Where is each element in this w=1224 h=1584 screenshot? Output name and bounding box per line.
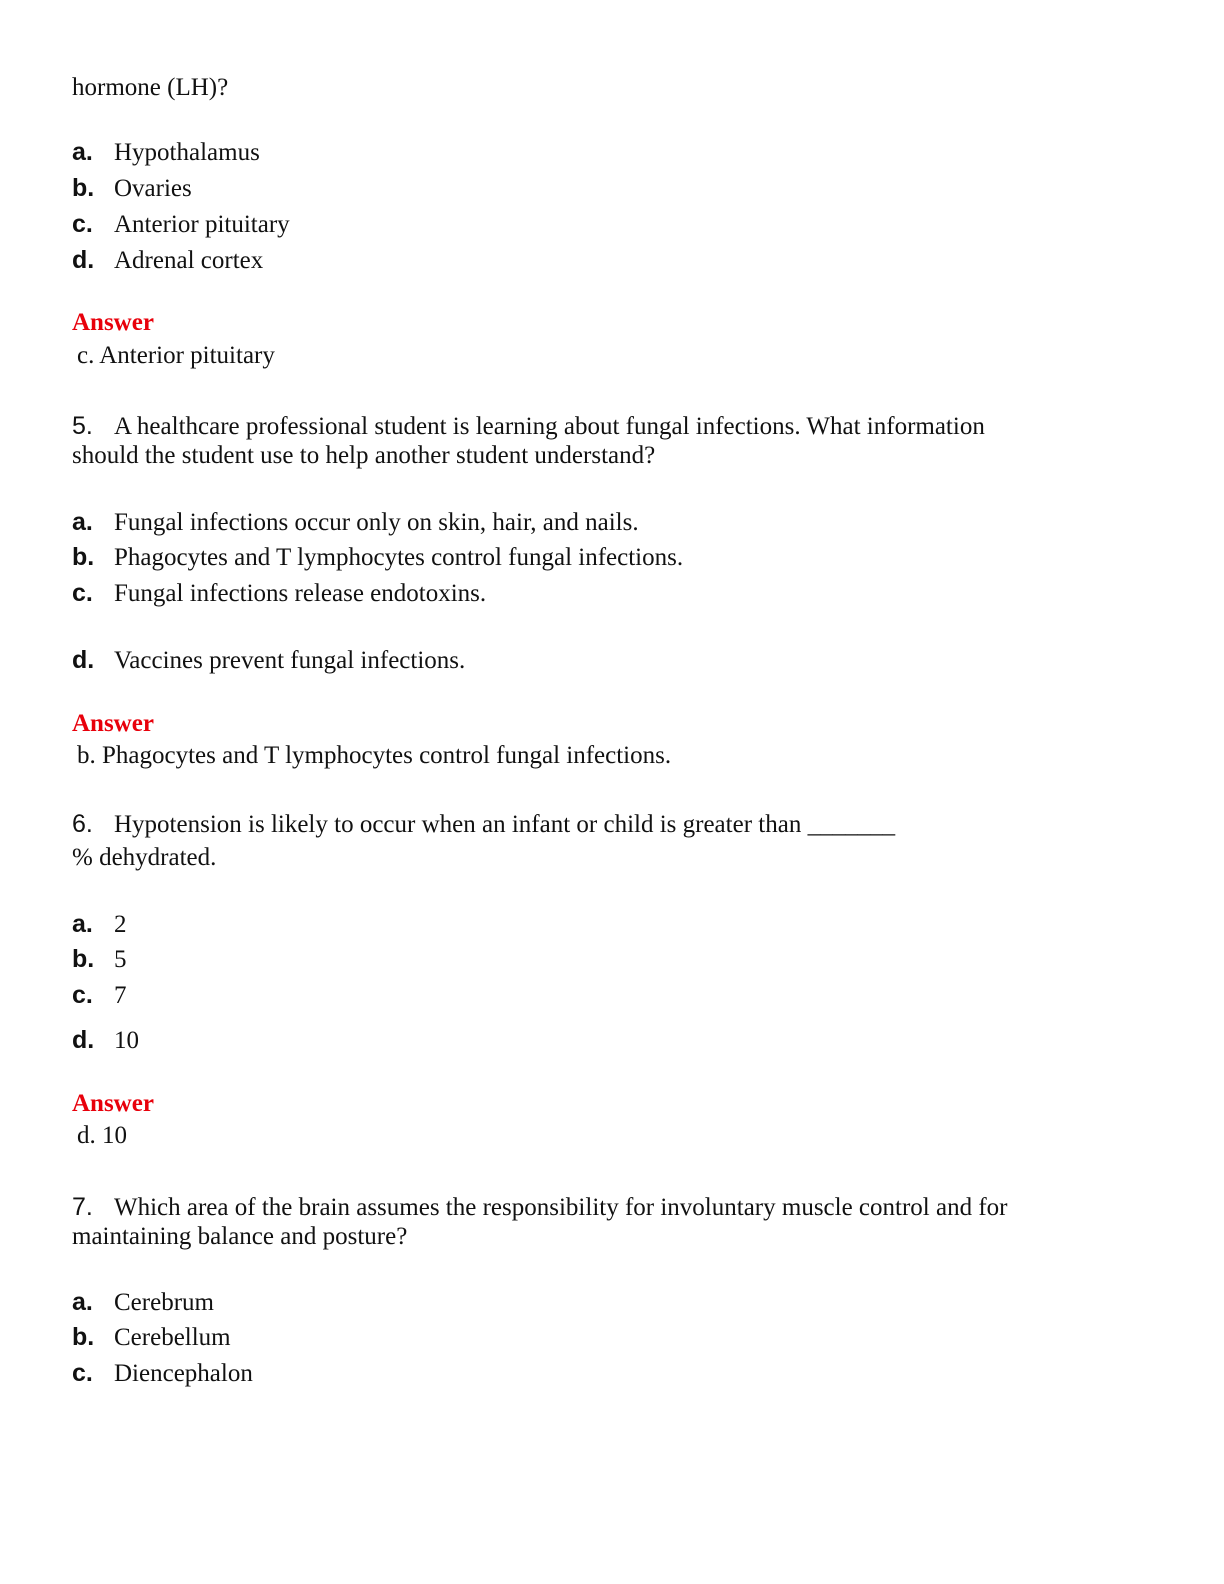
option-letter: a. (72, 1288, 93, 1316)
answer-label: Answer (72, 710, 154, 737)
option-row[interactable] (72, 1358, 253, 1389)
question-7-stem (72, 1192, 1008, 1223)
option-letter: b. (72, 945, 95, 973)
option-text: Fungal infections release endotoxins. (114, 580, 487, 607)
option-text: Phagocytes and T lymphocytes control fungal infections. (114, 544, 684, 571)
option-letter: a. (72, 910, 93, 938)
option-letter: b. (72, 1323, 95, 1351)
answer-text: b. Phagocytes and T lymphocytes control fungal infections. (77, 742, 672, 769)
option-row[interactable] (72, 507, 639, 538)
option-letter: d. (72, 246, 95, 274)
option-letter: c. (72, 1359, 93, 1387)
option-text: 5 (114, 946, 127, 973)
option-row[interactable] (72, 209, 290, 240)
answer-label: Answer (72, 309, 154, 336)
option-text: 10 (114, 1027, 139, 1054)
option-row[interactable] (72, 245, 263, 276)
option-row[interactable] (72, 578, 486, 609)
answer-label: Answer (72, 1090, 154, 1117)
option-text: Diencephalon (114, 1360, 253, 1387)
option-letter: a. (72, 138, 93, 166)
option-letter: d. (72, 1026, 95, 1054)
option-letter: c. (72, 210, 93, 238)
option-row[interactable] (72, 944, 127, 975)
option-row[interactable] (72, 909, 127, 940)
option-row[interactable] (72, 137, 260, 168)
option-text: Vaccines prevent fungal infections. (114, 647, 466, 674)
option-letter: c. (72, 981, 93, 1009)
question-text-line: Hypotension is likely to occur when an infant or child is greater than _______ (114, 811, 896, 838)
option-text: 7 (114, 982, 127, 1009)
question-number: 7. (72, 1193, 93, 1221)
option-letter: a. (72, 508, 93, 536)
answer-text: c. Anterior pituitary (77, 342, 275, 369)
option-letter: b. (72, 174, 95, 202)
option-row[interactable] (72, 645, 465, 676)
question-5-stem (72, 411, 985, 442)
answer-text: d. 10 (77, 1122, 127, 1149)
option-letter: c. (72, 579, 93, 607)
option-text: Cerebrum (114, 1289, 214, 1316)
option-text: Cerebellum (114, 1324, 231, 1351)
option-letter: b. (72, 543, 95, 571)
option-row[interactable] (72, 980, 127, 1011)
question-7-stem-line-2: maintaining balance and posture? (72, 1223, 408, 1250)
option-letter: d. (72, 646, 95, 674)
question-6-stem-line-2: % dehydrated. (72, 844, 217, 871)
option-row[interactable] (72, 542, 683, 573)
option-row[interactable] (72, 1287, 214, 1318)
option-row[interactable] (72, 1025, 139, 1056)
question-6-stem (72, 809, 895, 840)
question-number: 6. (72, 810, 93, 838)
option-text: Hypothalamus (114, 139, 260, 166)
question-text-line: A healthcare professional student is learning about fungal infections. What information (114, 413, 985, 440)
question-4-stem-continuation: hormone (LH)? (72, 74, 229, 101)
option-text: Ovaries (114, 175, 192, 202)
option-text: Fungal infections occur only on skin, hair, and nails. (114, 509, 639, 536)
option-row[interactable] (72, 173, 192, 204)
question-text-line: Which area of the brain assumes the responsibility for involuntary muscle control and for (114, 1194, 1008, 1221)
option-text: 2 (114, 911, 127, 938)
option-text: Adrenal cortex (114, 247, 264, 274)
option-row[interactable] (72, 1322, 231, 1353)
option-text: Anterior pituitary (114, 211, 290, 238)
question-5-stem-line-2: should the student use to help another student understand? (72, 442, 656, 469)
question-number: 5. (72, 412, 93, 440)
